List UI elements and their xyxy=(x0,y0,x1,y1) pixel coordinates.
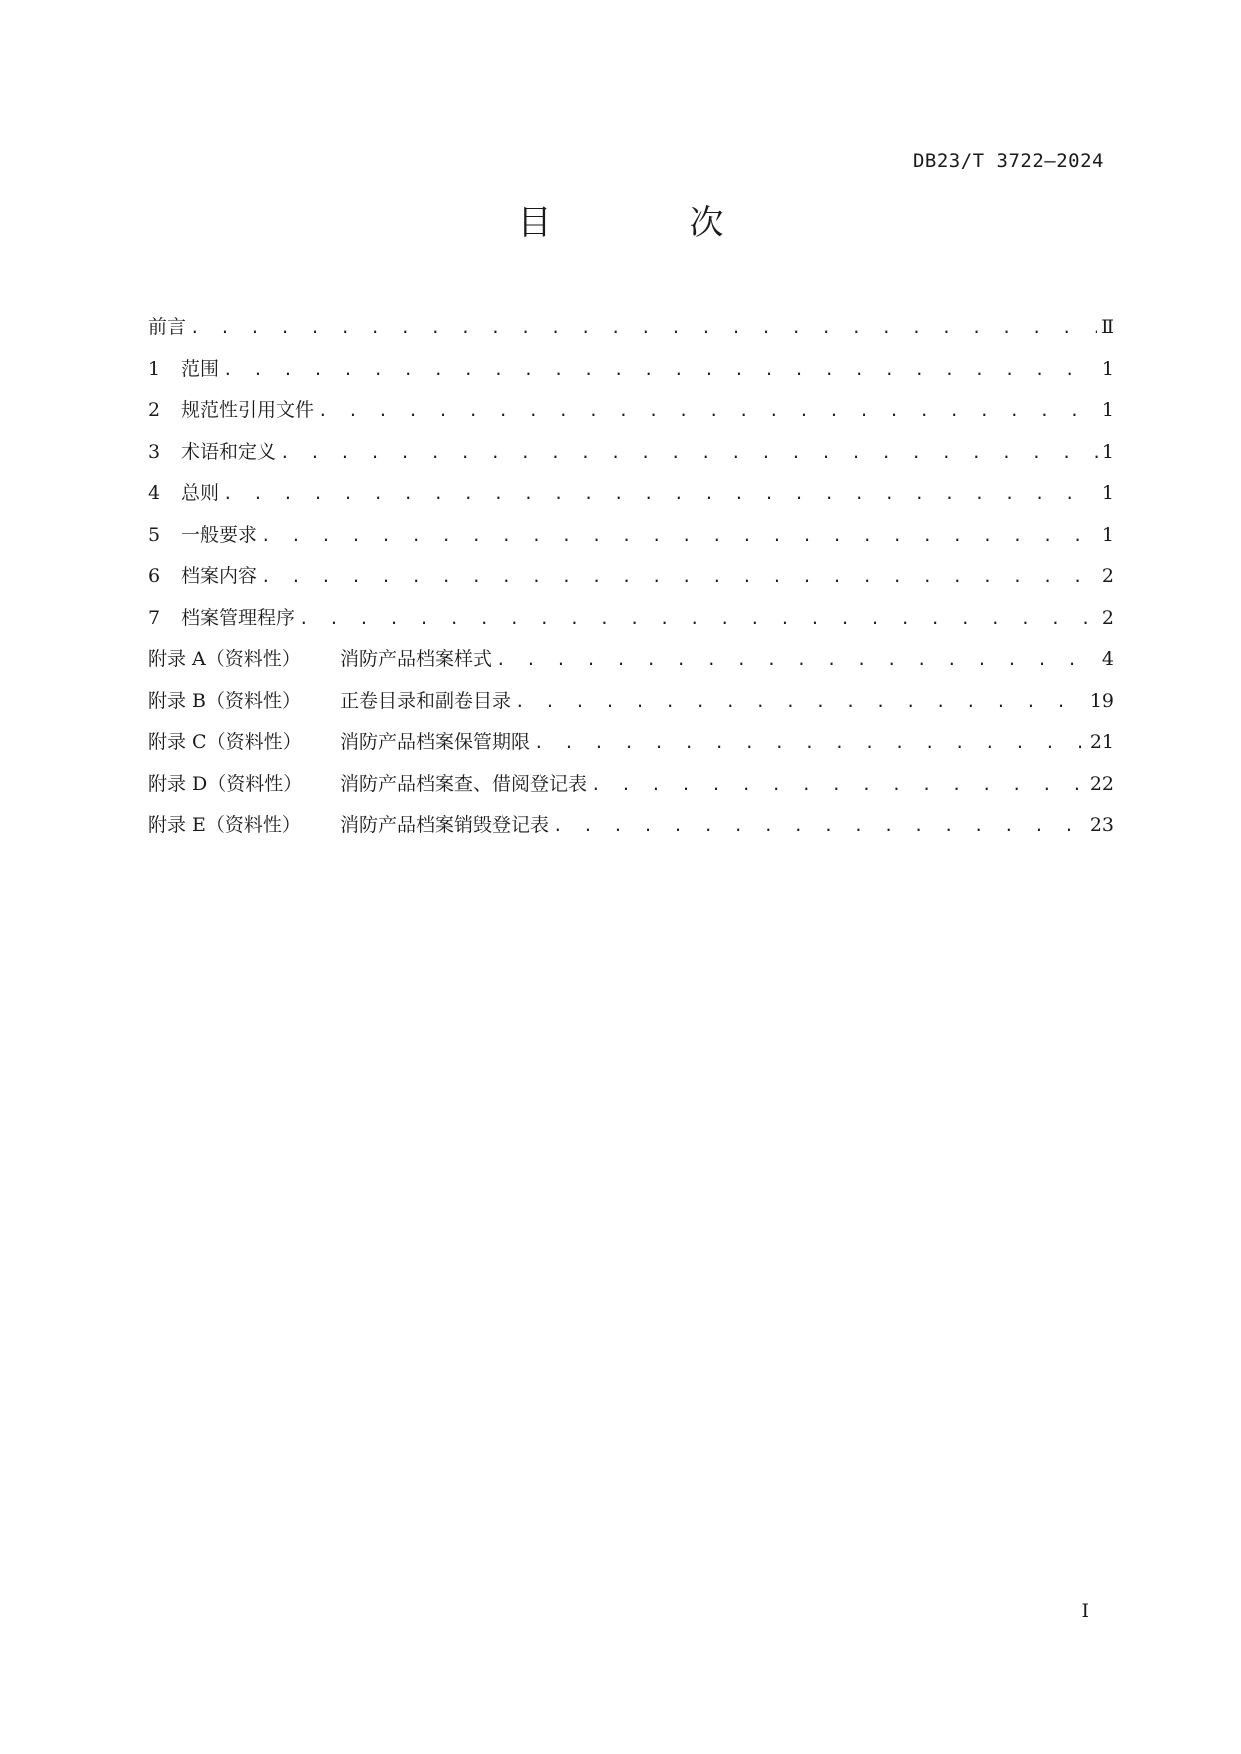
toc-entry-page: 19 xyxy=(1089,689,1114,712)
toc-entry-page: 1 xyxy=(1101,440,1114,463)
dot-leader xyxy=(223,360,1098,379)
toc-entry-number: 5 xyxy=(148,523,161,546)
dot-leader xyxy=(261,526,1098,545)
toc-entry-normative-references[interactable] xyxy=(148,395,1114,437)
toc-entry-number: 3 xyxy=(148,440,161,463)
toc-entry-number: 2 xyxy=(148,399,161,421)
toc-entry-number: 1 xyxy=(148,357,161,380)
toc-entry-page: 1 xyxy=(1101,523,1114,546)
toc-entry-title: 前言 xyxy=(148,316,187,338)
dot-leader xyxy=(190,318,1097,337)
toc-entry-appendix-label: 附录 E（资料性） xyxy=(148,814,301,836)
dot-leader xyxy=(299,609,1098,628)
toc-entry-foreword[interactable] xyxy=(148,312,1114,354)
toc-entry-title: 规范性引用文件 xyxy=(181,399,315,421)
toc-entry-number: 7 xyxy=(148,606,161,629)
dot-leader xyxy=(534,733,1086,752)
toc-entry-page: 2 xyxy=(1101,606,1114,629)
toc-entry-appendix-label: 附录 A（资料性） xyxy=(148,648,301,670)
toc-entry-appendix-a[interactable] xyxy=(148,644,1114,686)
dot-leader xyxy=(318,401,1098,420)
dot-leader xyxy=(553,816,1086,835)
toc-entry-title: 消防产品档案销毁登记表 xyxy=(340,814,550,836)
dot-leader xyxy=(280,443,1098,462)
toc-entry-scope[interactable] xyxy=(148,354,1114,396)
toc-entry-page: 1 xyxy=(1101,357,1114,380)
toc-entry-page: 2 xyxy=(1101,565,1114,587)
dot-leader xyxy=(591,775,1086,794)
toc-entry-page: 23 xyxy=(1089,814,1114,836)
toc-entry-appendix-c[interactable] xyxy=(148,727,1114,769)
toc-entry-page: Ⅱ xyxy=(1101,316,1114,338)
toc-entry-page: 1 xyxy=(1101,399,1114,421)
toc-entry-appendix-label: 附录 D（资料性） xyxy=(148,772,303,795)
toc-entry-appendix-b[interactable] xyxy=(148,686,1114,728)
toc-entry-appendix-label: 附录 B（资料性） xyxy=(148,689,302,712)
dot-leader xyxy=(261,567,1098,586)
toc-entry-title: 消防产品档案保管期限 xyxy=(340,731,531,753)
standard-code: DB23/T 3722—2024 xyxy=(912,150,1104,172)
toc-entry-title: 消防产品档案样式 xyxy=(340,648,493,670)
toc-entry-terms-definitions[interactable] xyxy=(148,437,1114,479)
toc-entry-page: 4 xyxy=(1101,648,1114,670)
toc-entry-title: 档案管理程序 xyxy=(181,606,296,629)
toc-entry-title: 范围 xyxy=(181,357,220,380)
toc-entry-number: 6 xyxy=(148,565,161,587)
toc-heading: 目 次 xyxy=(517,203,776,243)
toc-entry-page: 21 xyxy=(1089,731,1114,753)
toc-entry-page: 1 xyxy=(1101,482,1114,504)
toc-entry-title: 消防产品档案查、借阅登记表 xyxy=(340,772,588,795)
toc-entry-title: 正卷目录和副卷目录 xyxy=(340,689,512,712)
toc-entry-title: 总则 xyxy=(181,482,220,504)
toc-entry-appendix-label: 附录 C（资料性） xyxy=(148,731,302,753)
toc-entry-archive-content[interactable] xyxy=(148,561,1114,603)
toc-entry-title: 档案内容 xyxy=(181,565,258,587)
page-number: I xyxy=(1081,1600,1089,1622)
dot-leader xyxy=(223,484,1098,503)
toc-entry-page: 22 xyxy=(1089,772,1114,795)
toc-entry-number: 4 xyxy=(148,482,161,504)
table-of-contents xyxy=(148,312,1114,852)
toc-entry-appendix-d[interactable] xyxy=(148,769,1114,811)
toc-entry-title: 术语和定义 xyxy=(181,440,277,463)
toc-entry-title: 一般要求 xyxy=(181,523,258,546)
dot-leader xyxy=(496,650,1098,669)
toc-entry-appendix-e[interactable] xyxy=(148,810,1114,852)
toc-entry-general-principles[interactable] xyxy=(148,478,1114,520)
toc-entry-archive-procedures[interactable] xyxy=(148,603,1114,645)
toc-entry-general-requirements[interactable] xyxy=(148,520,1114,562)
dot-leader xyxy=(515,692,1086,711)
